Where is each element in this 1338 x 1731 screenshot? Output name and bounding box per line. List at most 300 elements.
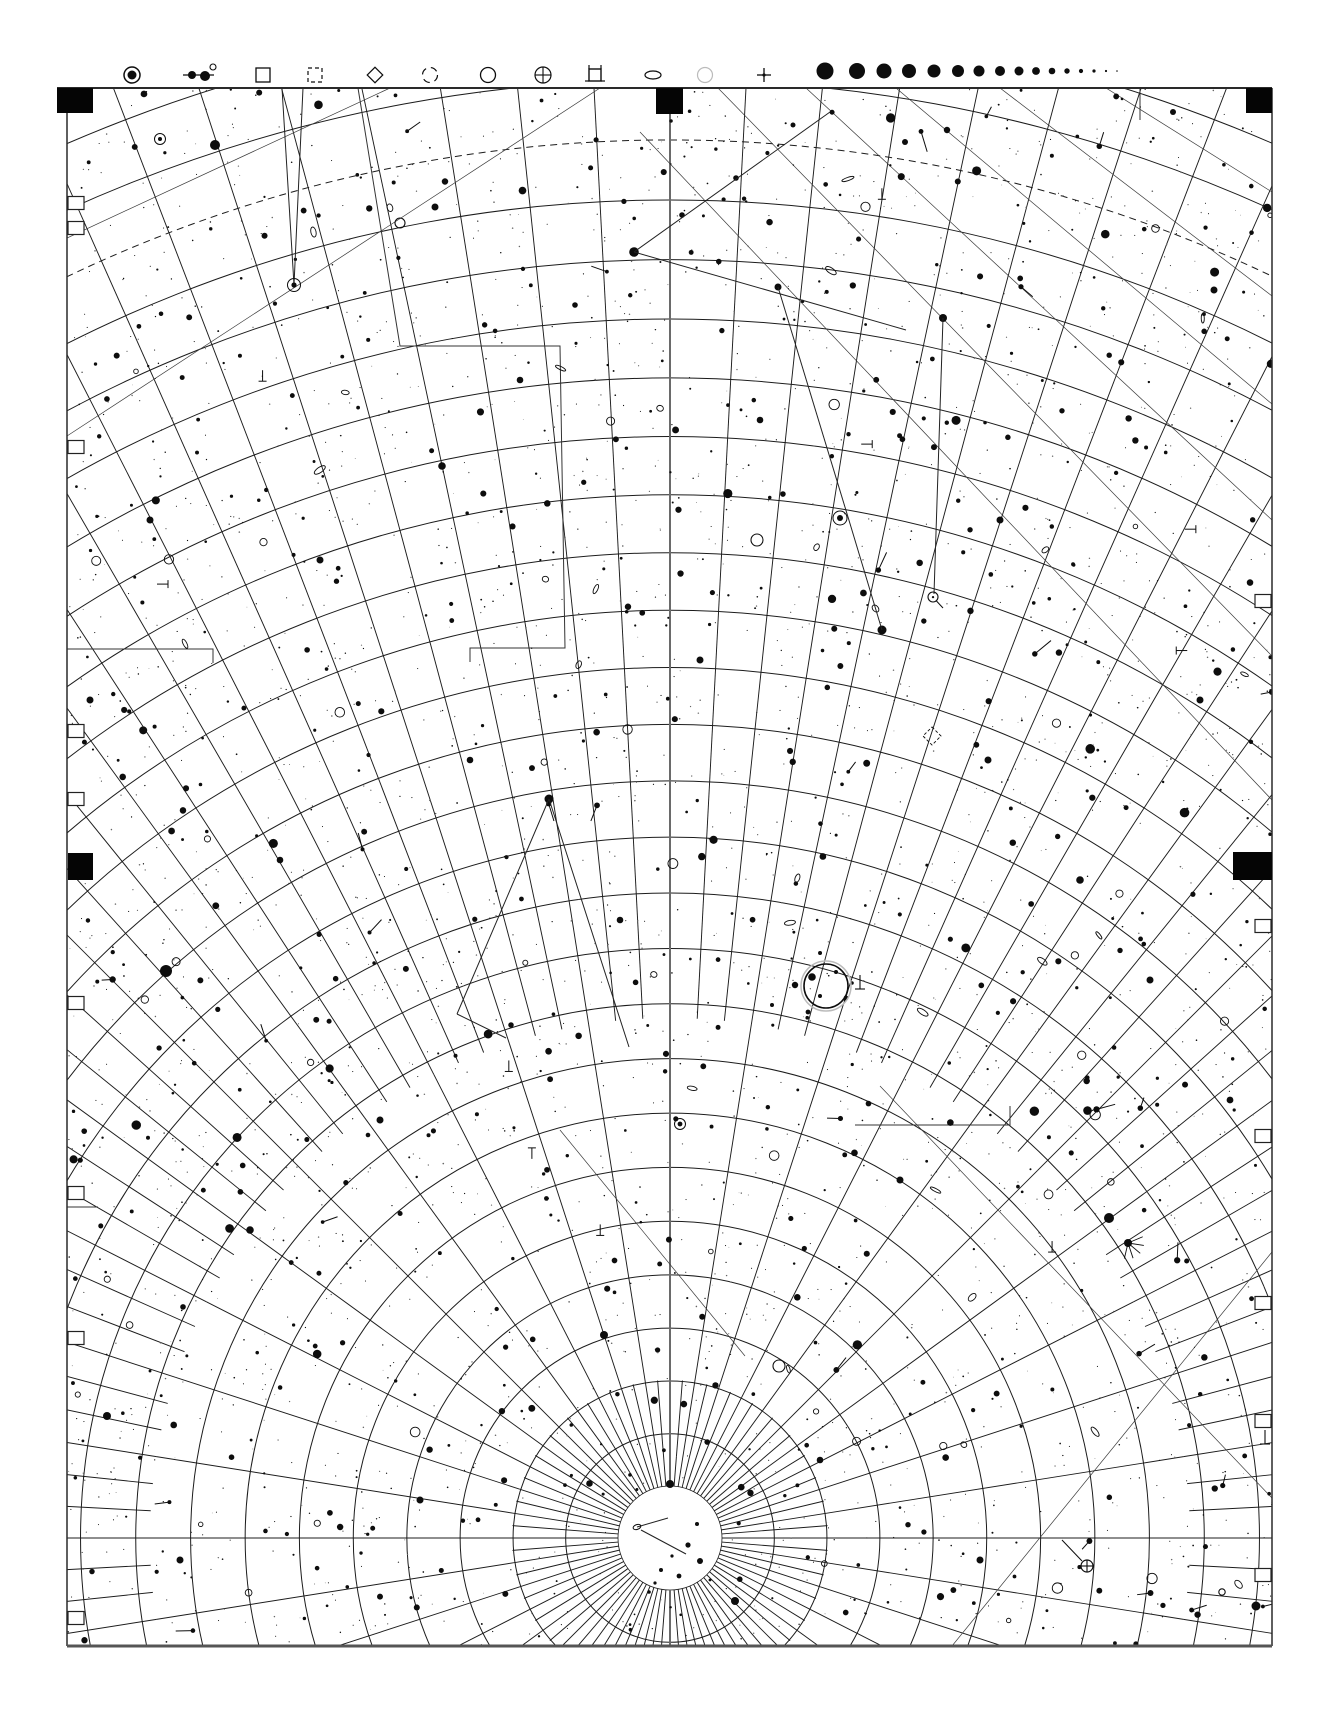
star-dot [446, 1469, 447, 1470]
star-dot [709, 539, 710, 540]
star-dot [503, 1075, 505, 1077]
star-dot [210, 221, 211, 222]
star-dot [1034, 110, 1035, 111]
star-dot [106, 1064, 107, 1065]
open-circle-symbol [813, 1409, 818, 1414]
star-dot [744, 147, 745, 148]
star-dot [1138, 661, 1139, 662]
star-dot [961, 135, 962, 136]
star-dot [314, 390, 315, 391]
ra-line [126, 0, 535, 1036]
star-dot [1224, 1471, 1226, 1473]
star-dot [370, 1526, 375, 1531]
star-dot [1263, 315, 1264, 316]
star-dot [190, 694, 191, 695]
star-dot [1106, 353, 1111, 358]
star-dot [859, 707, 860, 708]
star-dot [1182, 1082, 1188, 1088]
star-dot [300, 695, 301, 696]
star-dot [598, 404, 599, 405]
star-dot [156, 1565, 157, 1566]
star-dot [1231, 681, 1232, 682]
star-dot [709, 1351, 710, 1352]
star-dot [379, 802, 380, 803]
star-dot [828, 975, 830, 977]
star-dot [768, 215, 769, 216]
star-dot [173, 735, 174, 736]
bright-star [572, 302, 578, 308]
star-dot [808, 1298, 809, 1299]
star-dot [548, 855, 549, 856]
star-dot [1049, 1089, 1050, 1090]
star-dot [222, 1558, 224, 1560]
star-dot [730, 812, 731, 813]
star-dot [818, 951, 822, 955]
star-dot [521, 970, 522, 971]
star-dot [1251, 131, 1252, 132]
star-dot [718, 694, 719, 695]
star-dot [537, 1350, 538, 1351]
star-dot [1054, 1466, 1055, 1467]
star-dot [510, 1569, 511, 1570]
star-dot [773, 1512, 774, 1513]
star-dot [451, 745, 453, 747]
star-dot [1066, 622, 1067, 623]
star-dot [370, 1167, 371, 1168]
star-dot [575, 346, 576, 347]
star-dot [464, 462, 465, 463]
star-dot [895, 772, 896, 773]
star-dot [1183, 1010, 1184, 1011]
star-dot [202, 1239, 204, 1241]
star-dot [708, 623, 711, 626]
star-dot [342, 865, 343, 866]
star-dot [1017, 151, 1018, 152]
t-mark-symbol [1048, 1241, 1056, 1252]
star-dot [805, 1016, 809, 1020]
star-dot [156, 625, 157, 626]
open-circle-symbol [1006, 1618, 1010, 1622]
star-dot [512, 1340, 513, 1341]
star-dot [173, 680, 174, 681]
star-dot [824, 1451, 825, 1452]
star-dot [481, 724, 484, 727]
star-dot [643, 1483, 644, 1484]
star-dot [699, 1317, 700, 1318]
star-dot [438, 1251, 442, 1255]
chart-frame-border [57, 88, 1272, 1646]
star-dot [390, 1365, 391, 1366]
star-dot [724, 749, 725, 750]
star-dot [628, 965, 629, 966]
star-dot [1072, 1067, 1073, 1068]
star-dot [342, 205, 343, 206]
star-dot [230, 495, 233, 498]
star-dot [344, 1094, 346, 1096]
star-dot [81, 187, 83, 189]
star-dot [1164, 597, 1165, 598]
star-dot [609, 972, 612, 975]
star-dot [709, 105, 710, 106]
star-dot [1190, 892, 1195, 897]
star-dot [977, 273, 983, 279]
star-dot [206, 868, 207, 869]
star-dot [1165, 444, 1167, 446]
star-dot [1005, 435, 1010, 440]
magnitude-dot [995, 66, 1005, 76]
star-dot [667, 617, 669, 619]
star-dot [359, 315, 361, 317]
open-circle-symbol [1052, 1583, 1062, 1593]
star-dot [625, 1351, 626, 1352]
star-dot [1156, 1485, 1157, 1486]
star-dot [628, 1473, 632, 1477]
star-dot [283, 1240, 285, 1242]
star-dot [1065, 1189, 1066, 1190]
star-dot [806, 1418, 808, 1420]
star-dot [477, 221, 478, 222]
star-dot [489, 918, 490, 919]
double-star-legend-symbol [183, 64, 216, 81]
star-dot [954, 882, 955, 883]
left-edge-tick [68, 1187, 84, 1200]
star-dot [528, 1405, 535, 1412]
star-dot [392, 701, 393, 702]
star-dot [156, 1045, 161, 1050]
star-dot [1017, 1181, 1018, 1182]
star-dot [810, 1020, 811, 1021]
star-dot [950, 1545, 952, 1547]
star-dot [873, 450, 874, 451]
star-dot [1168, 1345, 1170, 1347]
star-dot [715, 622, 716, 623]
star-dot [1081, 470, 1082, 471]
declination-ring [618, 1486, 722, 1590]
star-dot [796, 1089, 799, 1092]
star-dot [427, 1133, 431, 1137]
star-dot [1021, 1190, 1024, 1193]
star-dot [816, 919, 819, 922]
star-dot [733, 1115, 734, 1116]
star-dot [325, 442, 326, 443]
star-dot [802, 530, 803, 531]
ra-line [560, 0, 643, 1019]
star-dot [604, 1286, 610, 1292]
bright-star [757, 417, 764, 424]
star-dot [77, 637, 79, 639]
star-dot [1125, 415, 1131, 421]
star-dot [942, 1309, 943, 1310]
star-dot [312, 805, 313, 806]
star-dot [1157, 580, 1158, 581]
star-dot [781, 665, 782, 666]
ra-line [0, 1619, 156, 1731]
star-dot [522, 287, 523, 288]
star-dot [505, 855, 509, 859]
star-dot [1019, 1315, 1020, 1316]
star-dot [1219, 848, 1220, 849]
star-dot [843, 1298, 844, 1299]
star-dot [333, 976, 339, 982]
star-dot [596, 909, 597, 910]
star-dot [864, 1251, 870, 1257]
star-dot [1113, 335, 1114, 336]
star-dot [279, 975, 280, 976]
ra-line [558, 1575, 633, 1650]
star-dot [697, 1012, 698, 1013]
star-dot [110, 1273, 111, 1274]
star-dot [614, 856, 615, 857]
star-dot [347, 1318, 348, 1319]
star-dot [363, 648, 364, 649]
star-dot [1192, 1545, 1194, 1547]
star-dot [481, 1623, 483, 1625]
star-dot [397, 985, 398, 986]
star-dot [386, 1473, 387, 1474]
star-dot [669, 471, 671, 473]
star-dot [745, 1554, 746, 1555]
star-dot [436, 988, 437, 989]
bright-star [432, 204, 439, 211]
star-dot [203, 631, 206, 634]
star-dot [176, 988, 177, 989]
star-dot [1039, 741, 1040, 742]
ra-line [751, 0, 998, 1024]
secondary-grid-line [896, 88, 1272, 404]
star-dot [1227, 359, 1228, 360]
dashed-square-legend-symbol [308, 68, 322, 82]
star-dot [960, 491, 961, 492]
star-dot [769, 359, 770, 360]
star-dot [870, 1437, 871, 1438]
star-dot [988, 1100, 989, 1101]
star-dot [554, 1111, 555, 1112]
star-dot [70, 1509, 71, 1510]
star-dot [650, 303, 651, 304]
star-dot [1064, 1465, 1065, 1466]
star-dot [417, 990, 418, 991]
star-dot [765, 1269, 766, 1270]
star-dot [71, 715, 72, 716]
star-dot [155, 1570, 159, 1574]
star-dot [1016, 154, 1017, 155]
star-dot [696, 799, 699, 802]
star-dot [987, 830, 988, 831]
star-dot [1038, 1232, 1039, 1233]
star-dot [725, 1453, 726, 1454]
star-dot [698, 853, 705, 860]
star-dot [406, 432, 408, 434]
star-dot [81, 1637, 87, 1643]
star-dot [227, 700, 229, 702]
star-dot [1144, 363, 1145, 364]
star-dot [991, 880, 992, 881]
star-dot [1242, 127, 1244, 129]
star-dot [1107, 674, 1108, 675]
star-dot [185, 731, 186, 732]
star-dot [649, 410, 652, 413]
star-dot [209, 227, 212, 230]
star-dot [510, 1135, 511, 1136]
star-dot [190, 1576, 192, 1578]
star-dot [866, 1101, 872, 1107]
star-dot [727, 464, 728, 465]
star-dot [552, 326, 553, 327]
star-dot [822, 531, 824, 533]
star-dot [1085, 744, 1095, 754]
star-dot [610, 910, 611, 911]
star-dot [233, 1404, 234, 1405]
star-dot [735, 1587, 736, 1588]
star-dot [1208, 213, 1209, 214]
star-dot [931, 464, 932, 465]
star-dot [1145, 607, 1146, 608]
star-dot [451, 1186, 452, 1187]
star-dot [972, 166, 981, 175]
star-dot [363, 1526, 364, 1527]
star-dot [647, 686, 648, 687]
star-dot [576, 404, 577, 405]
star-dot [802, 1246, 807, 1251]
star-dot [389, 1306, 390, 1307]
star-dot [502, 1591, 508, 1597]
star-dot [105, 517, 106, 518]
star-dot [614, 1118, 615, 1119]
star-dot [488, 1129, 489, 1130]
star-dot [806, 1555, 810, 1559]
star-dot [824, 293, 825, 294]
star-dot [524, 848, 525, 849]
star-dot [1231, 1083, 1233, 1085]
star-dot [1250, 517, 1255, 522]
star-dot [896, 233, 897, 234]
star-dot [732, 1539, 733, 1540]
star-dot [264, 488, 268, 492]
star-dot [291, 872, 292, 873]
star-dot [361, 1388, 362, 1389]
star-dot [349, 1046, 351, 1048]
bright-star [902, 139, 908, 145]
star-dot [890, 110, 891, 111]
star-dot [1188, 933, 1189, 934]
star-dot [861, 1098, 862, 1099]
star-dot [312, 299, 313, 300]
ra-line [535, 1455, 625, 1510]
star-dot [392, 181, 396, 185]
star-dot [609, 1390, 611, 1392]
star-dot [782, 1205, 783, 1206]
star-dot [527, 361, 530, 364]
ra-line [524, 1478, 622, 1519]
star-dot [163, 939, 164, 940]
star-dot [331, 160, 332, 161]
star-dot [893, 1537, 894, 1538]
star-dot [360, 822, 361, 823]
star-dot [232, 124, 233, 125]
star-dot [416, 1094, 419, 1097]
star-dot [332, 1594, 333, 1595]
star-dot [441, 869, 443, 871]
star-dot [124, 142, 125, 143]
star-dot [745, 200, 747, 202]
bright-star [210, 140, 220, 150]
star-dot [81, 918, 82, 919]
star-dot [1165, 1178, 1166, 1179]
star-dot [529, 283, 533, 287]
star-dot [84, 314, 85, 315]
star-dot [662, 1448, 666, 1452]
star-dot [793, 319, 795, 321]
star-dot [699, 1314, 705, 1320]
star-dot [160, 468, 161, 469]
star-dot [478, 230, 479, 231]
star-dot [719, 328, 724, 333]
star-dot [613, 737, 614, 738]
star-dot [755, 1172, 756, 1173]
star-dot [1205, 649, 1206, 650]
ra-line [778, 0, 1107, 1029]
star-dot [714, 935, 715, 936]
star-dot [183, 785, 189, 791]
star-dot [1184, 604, 1188, 608]
star-dot [114, 353, 120, 359]
galaxy-ellipse-symbol [687, 1085, 698, 1091]
star-dot [337, 1524, 343, 1530]
star-dot [172, 1138, 173, 1139]
star-dot [1047, 597, 1051, 601]
star-dot [396, 1268, 397, 1269]
star-dot [1227, 686, 1228, 687]
star-dot [1245, 920, 1248, 923]
star-dot [301, 1102, 302, 1103]
star-dot [84, 1480, 85, 1481]
star-dot [325, 1465, 326, 1466]
star-dot [546, 635, 547, 636]
star-dot [397, 346, 398, 347]
star-dot [1078, 1500, 1079, 1501]
star-dot [658, 148, 659, 149]
star-dot [1264, 1192, 1265, 1193]
star-dot [1206, 739, 1207, 740]
star-dot [1083, 1407, 1084, 1408]
circled-star-dot [837, 515, 843, 521]
star-dot [997, 1593, 1000, 1596]
star-dot [886, 113, 895, 122]
star-dot [1123, 580, 1124, 581]
open-circle-symbol [829, 399, 839, 409]
star-dot [1159, 1460, 1160, 1461]
dashed-diamond-symbol [923, 727, 941, 745]
star-dot [1025, 696, 1026, 697]
star-dot [1175, 1419, 1176, 1420]
star-dot [1228, 382, 1231, 385]
star-dot [446, 281, 448, 283]
star-dot [530, 1337, 536, 1343]
star-dot [536, 944, 537, 945]
star-dot [82, 1439, 85, 1442]
star-dot [348, 1065, 349, 1066]
star-dot [773, 1308, 774, 1309]
star-dot [534, 449, 535, 450]
ra-line [997, 0, 1338, 1134]
star-dot [168, 1179, 169, 1180]
star-dot [914, 1380, 915, 1381]
star-dot [854, 1219, 858, 1223]
star-dot [1178, 1341, 1179, 1342]
star-dot [443, 964, 444, 965]
star-dot [1201, 329, 1207, 335]
star-dot [909, 658, 910, 659]
